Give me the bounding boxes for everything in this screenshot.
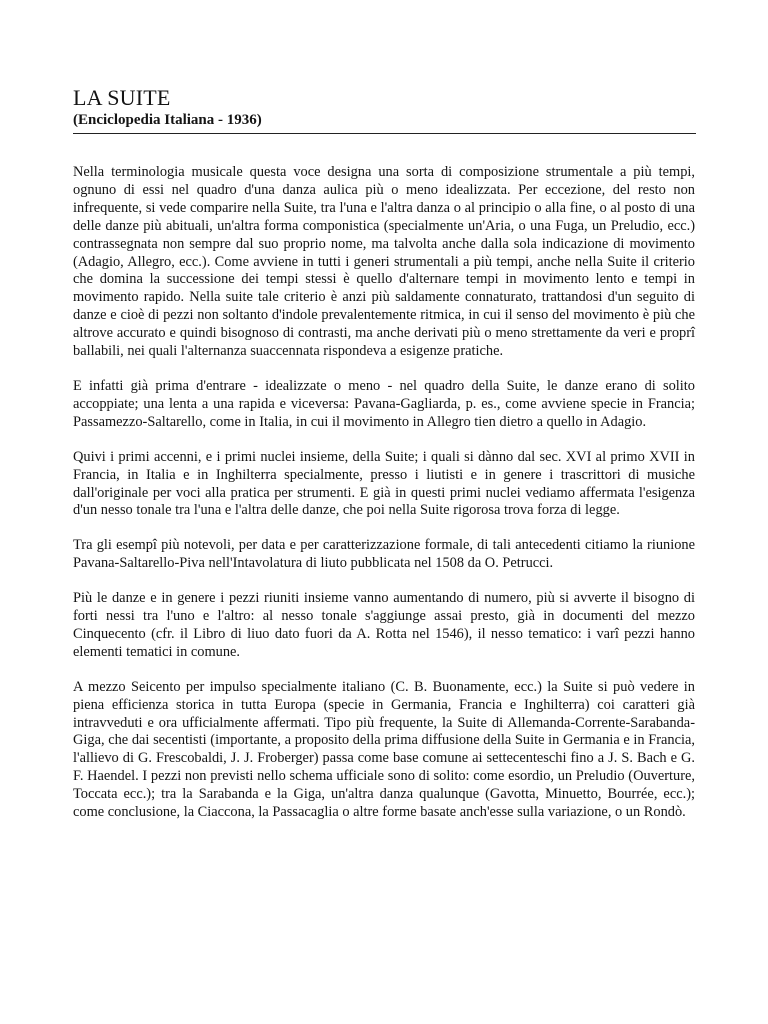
document-subtitle: (Enciclopedia Italiana - 1936) bbox=[73, 112, 262, 128]
paragraph: Quivi i primi accenni, e i primi nuclei insieme, della Suite; i quali si dànno dal sec. XVI al primo XVII in Francia, in Italia e in Inghilterra specialmente, presso i liutisti e in genere i trascrittori di musiche dall'originale per voci alla pratica per strumenti. E già in questi primi nuclei vediamo affermata l'esigenza d'un nesso tonale tra l'una e l'altra delle danze, che poi nella Suite rigorosa trova forza di legge. bbox=[73, 448, 695, 519]
document-body bbox=[73, 164, 695, 822]
document-page bbox=[73, 86, 695, 839]
paragraph: Più le danze e in genere i pezzi riuniti insieme vanno aumentando di numero, più si avverte il bisogno di forti nessi tra l'uno e l'altro: al nesso tonale s'aggiunge assai presto, già in documenti del mezzo Cinquecento (cfr. il Libro di liuo dato fuori da A. Rotta nel 1546), il nesso tematico: i varî pezzi hanno elementi tematici in comune. bbox=[73, 590, 695, 660]
paragraph: A mezzo Seicento per impulso specialmente italiano (C. B. Buonamente, ecc.) la Suite si può vedere in piena efficienza storica in tutta Europa (specie in Germania, Francia e Inghilterra) coi caratteri già intravveduti e ora ufficialmente affermati. Tipo più frequente, la Suite di Allemanda-Corrente-Sarabanda-Giga, che dai secentisti (importante, a proposito della prima diffusione della Suite in Germania e in Francia, l'allievo di G. Frescobaldi, J. J. Froberger) passa come base comune ai settecenteschi fino a J. S. Bach e G. F. Haendel. I pezzi non previsti nello schema ufficiale sono di solito: come esordio, un Preludio (Ouverture, Toccata ecc.); tra la Sarabanda e la Giga, un'altra danza qualunque (Gavotta, Minuetto, Bourrée, ecc.); come conclusione, la Ciaccona, la Passacaglia o altre forme basate anch'esse sulla variazione, o un Rondò. bbox=[73, 678, 695, 821]
title-divider bbox=[73, 133, 696, 134]
paragraph: Tra gli esempî più notevoli, per data e per caratterizzazione formale, di tali antecedenti citiamo la riunione Pavana-Saltarello-Piva nell'Intavolatura di liuto pubblicata nel 1508 da O. Petrucci. bbox=[73, 537, 695, 572]
paragraph: E infatti già prima d'entrare - idealizzate o meno - nel quadro della Suite, le danze erano di solito accoppiate; una lenta a una rapida e viceversa: Pavana-Gagliarda, p. es., come avviene specie in Francia; Passamezzo-Saltarello, come in Italia, in cui il movimento in Allegro tien dietro a quello in Adagio. bbox=[73, 377, 695, 430]
document-title: LA SUITE bbox=[73, 85, 171, 110]
paragraph: Nella terminologia musicale questa voce designa una sorta di composizione strumentale a più tempi, ognuno di essi nel quadro d'una danza aulica più o meno idealizzata. Per eccezione, del resto non infrequente, si vede comparire nella Suite, tra l'una e l'altra danza o al principio o alla fine, o al posto di una delle danze più abituali, un'altra forma componistica (specialmente un'Aria, o una Fuga, un Preludio, ecc.) contrassegnata non sempre dal suo proprio nome, ma talvolta anche dalla sola indicazione di movimento (Adagio, Allegro, ecc.). Come avviene in tutti i generi strumentali a più tempi, anche nella Suite il criterio che domina la successione dei tempi stessi è quello d'alternare tempi in movimento lento e tempi in movimento rapido. Nella suite tale criterio è anzi più saldamente connaturato, trattandosi d'un seguito di danze e cioè di pezzi non soltanto d'indole prevalentemente ritmica, in cui il senso del movimento è più che altrove accurato e quindi bisognoso di contrasti, ma anche derivati più o meno strettamente da veri e proprî ballabili, nei quali l'alternanza suaccennata rispondeva a esigenze pratiche. bbox=[73, 164, 695, 360]
